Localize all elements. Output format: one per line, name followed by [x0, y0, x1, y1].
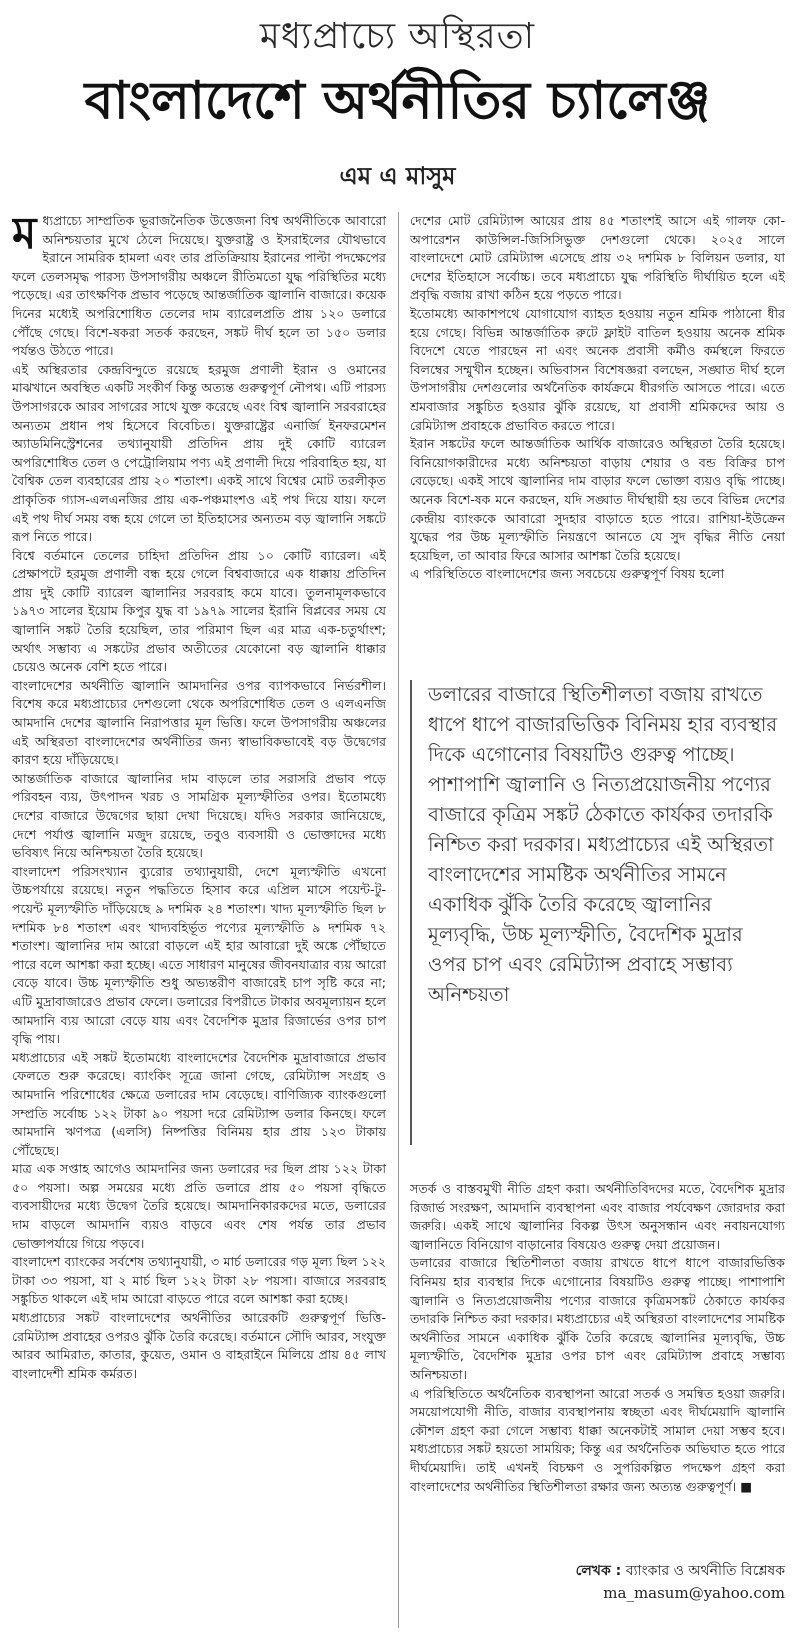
paragraph: আন্তর্জাতিক বাজারে জ্বালানির দাম বাড়লে তার সরাসরি প্রভাব পড়ে পরিবহন ব্যয়, উৎপাদন খরচ ও সামগ্রিক মূল্যস্ফীতির ওপর। ইতোমধ্যে দেশের বাজারে উদ্বেগের ছায়া দেখা দিয়েছে। যদিও সরকার জানিয়েছে, দেশে পর্যাপ্ত জ্বালানি মজুদ রয়েছে, তবুও ব্যবসায়ী ও ভোক্তাদের মধ্যে ভবিষ্যৎ নিয়ে অনিশ্চয়তা তৈরি হয়েছে।: [12, 770, 386, 861]
article-byline: এম এ মাসুম: [339, 162, 456, 190]
paragraph: মধ্যপ্রাচ্যের এই সঙ্কট ইতোমধ্যে বাংলাদেশের বৈদেশিক মুদ্রাবাজারে প্রভাব ফেলতে শুরু করেছে। ব্যাংকিং সূত্রে জানা গেছে, রেমিট্যান্স সংগ্রহ ও আমদানি পরিশোধের ক্ষেত্রে ডলারের দাম বেড়েছে। বাণিজ্যিক ব্যাংকগুলো সম্প্রতি সর্বোচ্চ ১২২ টাকা ৯০ পয়সা দরে রেমিট্যান্স ডলার কিনছে। ফলে আমদানি ঋণপত্র (এলসি) নিষ্পত্তির বিনিময় হার প্রায় ১২৩ টাকায় পৌঁছেছে।: [12, 1049, 386, 1158]
paragraph: মধ্যপ্রাচ্যের সঙ্কট বাংলাদেশের অর্থনীতির আরেকটি গুরুত্বপূর্ণ ভিত্তি- রেমিট্যান্স প্রবাহের ওপরও ঝুঁকি তৈরি করেছে। বর্তমানে সৌদি আরব, সংযুক্ত আরব আমিরাত, কাতার, কুয়েত, ওমান ও বাহরাইনে মিলিয়ে প্রায় ৪৫ লাখ বাংলাদেশী শ্রমিক কর্মরত।: [12, 1310, 386, 1381]
paragraph: এই অস্থিরতার কেন্দ্রবিন্দুতে রয়েছে হরমুজ প্রণালী ইরান ও ওমানের মাঝখানে অবস্থিত একটি সংকীর্ণ কিন্তু অত্যন্ত গুরুত্বপূর্ণ নৌপথ। এটি পারস্য উপসাগরকে আরব সাগরের সাথে যুক্ত করেছে এবং বিশ্ব জ্বালানি সরবরাহের অন্যতম প্রধান পথ হিসেবে বিবেচিত। যুক্তরাষ্ট্রের এনার্জি ইনফরমেশন অ্যাডমিনিস্ট্রেশনের তথ্যানুযায়ী প্রতিদিন প্রায় দুই কোটি ব্যারেল অপরিশোধিত তেল ও পেট্রোলিয়াম পণ্য এই প্রণালী দিয়ে পরিবাহিত হয়, যা বৈশ্বিক তেল ব্যবহারের প্রায় ২০ শতাংশ। একই সাথে বিশ্বের মোট তরলীকৃত প্রাকৃতিক গ্যাস-এলএনজির প্রায় এক-পঞ্চমাংশও এই পথ দিয়ে যায়। ফলে এই পথ দীর্ঘ সময় বন্ধ হয়ে গেলে তা ইতিহাসের অন্যতম বড় জ্বালানি সঙ্কটে রূপ নিতে পারে।: [12, 361, 386, 545]
right-column-top: [410, 212, 785, 662]
author-role: ব্যাংকার ও অর্থনীতি বিশ্লেষক: [625, 1563, 785, 1579]
right-column-bottom: [410, 1180, 785, 1550]
paragraph: বিশ্বে বর্তমানে তেলের চাহিদা প্রতিদিন প্রায় ১০ কোটি ব্যারেল। এই প্রেক্ষাপটে হরমুজ প্রণালী বন্ধ হয়ে গেলে বিশ্ববাজারে এক ধাক্কায় প্রতিদিন প্রায় দুই কোটি ব্যারেল জ্বালানির সরবরাহ কমে যাবে। তুলনামূলকভাবে ১৯৭৩ সালের ইয়োম কিপুর যুদ্ধ বা ১৯৭৯ সালের ইরানি বিপ্লবের সময় যে জ্বালানি সঙ্কট তৈরি হয়েছিল, তার পরিমাণ ছিল এর মাত্র এক-চতুর্থাংশ; অর্থাৎ সম্ভাব্য এ সঙ্কটের প্রভাব অতীতের যেকোনো বড় জ্বালানি ধাক্কার চেয়েও অনেক বেশি হতে পারে।: [12, 547, 386, 675]
paragraph: ডলারের বাজারে স্থিতিশীলতা বজায় রাখতে ধাপে ধাপে বাজারভিত্তিক বিনিময় হার ব্যবস্থার দিকে এগোনোর বিষয়টিও গুরুত্ব পাচ্ছে। পাশাপাশি জ্বালানি ও নিত্যপ্রয়োজনীয় পণ্যের বাজারে কৃত্রিমসঙ্কট ঠেকাতে কার্যকর তদারকি নিশ্চিত করা দরকার। মধ্যপ্রাচ্যের এই অস্থিরতা বাংলাদেশের সামষ্টিক অর্থনীতির সামনে একাধিক ঝুঁকি তৈরি করেছে জ্বালানির মূল্যবৃদ্ধি, উচ্চ মূল্যস্ফীতি, বৈদেশিক মুদ্রার ওপর চাপ এবং রেমিট্যান্স প্রবাহে সম্ভাব্য অনিশ্চয়তা।: [410, 1255, 785, 1382]
author-email[interactable]: ma_masum@yahoo.com: [603, 1584, 785, 1602]
paragraph: [12, 212, 386, 361]
paragraph: সতর্ক ও বাস্তবমুখী নীতি গ্রহণ করা। অর্থনীতিবিদদের মতে, বৈদেশিক মুদ্রার রিজার্ভ সংরক্ষণ, আমদানি ব্যবস্থাপনা এবং বাজার পর্যবেক্ষণ জোরদার করা জরুরি। একই সাথে জ্বালানির বিকল্প উৎস অনুসন্ধান এবং নবায়নযোগ্য জ্বালানিতে বিনিয়োগ বাড়ানোর বিষয়েও গুরুত্ব দেয়া প্রয়োজন।: [410, 1181, 785, 1252]
column-divider: [398, 212, 399, 1628]
left-column: [12, 212, 386, 1628]
paragraph: বাংলাদেশের অর্থনীতি জ্বালানি আমদানির ওপর ব্যাপকভাবে নির্ভরশীল। বিশেষ করে মধ্যপ্রাচ্যের দেশগুলো থেকে অপরিশোধিত তেল ও এলএনজি আমদানি দেশের জ্বালানি নিরাপত্তার মূল ভিত্তি। ফলে উপসাগরীয় অঞ্চলের এই অস্থিরতা বাংলাদেশের অর্থনীতির জন্য স্বাভাবিকভাবেই বড় উদ্বেগের কারণ হয়ে দাঁড়িয়েছে।: [12, 677, 386, 768]
pull-quote: ডলারের বাজারে স্থিতিশীলতা বজায় রাখতে ধাপে ধাপে বাজারভিত্তিক বিনিময় হার ব্যবস্থার দিকে এগোনোর বিষয়টিও গুরুত্ব পাচ্ছে। পাশাপাশি জ্বালানি ও নিত্যপ্রয়োজনীয় পণ্যের বাজারে কৃত্রিম সঙ্কট ঠেকাতে কার্যকর তদারকি নিশ্চিত করা দরকার। মধ্যপ্রাচ্যের এই অস্থিরতা বাংলাদেশের সামষ্টিক অর্থনীতির সামনে একাধিক ঝুঁকি তৈরি করেছে জ্বালানির মূল্যবৃদ্ধি, উচ্চ মূল্যস্ফীতি, বৈদেশিক মুদ্রার ওপর চাপ এবং রেমিট্যান্স প্রবাহে সম্ভাব্য অনিশ্চয়তা: [410, 680, 785, 1145]
paragraph: ইতোমধ্যে আকাশপথে যোগাযোগ ব্যাহত হওয়ায় নতুন শ্রমিক পাঠানো ধীর হয়ে গেছে। বিভিন্ন আন্তর্জাতিক রুটে ফ্লাইট বাতিল হওয়ায় অনেক শ্রমিক বিদেশে যেতে পারছেন না এবং অনেক প্রবাসী কর্মীও কর্মস্থলে ফিরতে বিলম্বের সম্মুখীন হচ্ছেন। অভিবাসন বিশেষজ্ঞরা বলছেন, সঙ্ঘাত দীর্ঘ হলে উপসাগরীয় দেশগুলোর অর্থনৈতিক কার্যক্রমে ধীরগতি আসতে পারে। এতে শ্রমবাজার সঙ্কুচিত হওয়ার ঝুঁকি রয়েছে, যা প্রবাসী শ্রমিকদের আয় ও রেমিট্যান্স প্রবাহকে প্রভাবিত করতে পারে।: [410, 305, 785, 433]
paragraph: বাংলাদেশ পরিসংখ্যান ব্যুরোর তথ্যানুযায়ী, দেশে মূল্যস্ফীতি এখনো উচ্চপর্যায়ে রয়েছে। নতুন পদ্ধতিতে হিসাব করে এপ্রিল মাসে পয়েন্ট-টু-পয়েন্ট মূল্যস্ফীতি দাঁড়িয়েছে ৯ দশমিক ২৪ শতাংশ। খাদ্য মূল্যস্ফীতি ছিল ৮ দশমিক ৮৪ শতাংশ এবং খাদ্যবহির্ভূত পণ্যের মূল্যস্ফীতি ৯ দশমিক ৭২ শতাংশ। জ্বালানির দাম আরো বাড়লে এই হার আবারো দুই অঙ্কে পৌঁছাতে পারে বলে আশঙ্কা করা হচ্ছে। এতে সাধারণ মানুষের জীবনযাত্রার ব্যয় আরো বেড়ে যাবে। উচ্চ মূল্যস্ফীতি শুধু অভ্যন্তরীণ বাজারেই চাপ সৃষ্টি করে না; এটি মুদ্রাবাজারেও প্রভাব ফেলে। ডলারের বিপরীতে টাকার অবমূল্যায়ন হলে আমদানি ব্যয় আরো বেড়ে যায় এবং বৈদেশিক মুদ্রার রিজার্ভের ওপর চাপ বৃদ্ধি পায়।: [12, 863, 386, 1047]
paragraph: ইরান সঙ্কটের ফলে আন্তর্জাতিক আর্থিক বাজারেও অস্থিরতা তৈরি হয়েছে। বিনিয়োগকারীদের মধ্যে অনিশ্চয়তা বাড়ায় শেয়ার ও বন্ড বিক্রির চাপ বেড়েছে। একই সাথে জ্বালানির দাম বাড়ার ফলে ভোক্তা ব্যয়ও বৃদ্ধি পাচ্ছে। অনেক বিশে-ষক মনে করছেন, যদি সঙ্ঘাত দীর্ঘস্থায়ী হয় তবে বিভিন্ন দেশের কেন্দ্রীয় ব্যাংককে আবারো সুদহার বাড়াতে হতে পারে। রাশিয়া-ইউক্রেন যুদ্ধের পর উচ্চ মূল্যস্ফীতি নিয়ন্ত্রণে আনতে যে সুদ বৃদ্ধির নীতি নেয়া হয়েছিল, তা আবার ফিরে আসার আশঙ্কা তৈরি হয়েছে।: [410, 436, 785, 563]
author-label: লেখক :: [575, 1563, 622, 1579]
paragraph: মাত্র এক সপ্তাহ আগেও আমদানির জন্য ডলারের দর ছিল প্রায় ১২২ টাকা ৫০ পয়সা। অল্প সময়ের মধ্যে প্রতি ডলারে প্রায় ৫০ পয়সা বৃদ্ধিতে ব্যবসায়ীদের মধ্যে উদ্বেগ তৈরি হয়েছে। আমদানিকারকদের মতে, ডলারের দাম বাড়লে আমদানি ব্যয়ও বাড়বে এবং শেষ পর্যন্ত তার প্রভাব ভোক্তাপর্যায়ে গিয়ে পড়বে।: [12, 1161, 386, 1251]
drop-cap: ম: [12, 212, 37, 259]
paragraph: দেশের মোট রেমিট্যান্স আয়ের প্রায় ৪৫ শতাংশই আসে এই গালফ কো-অপারেশন কাউন্সিল-জিসিসিভুক্ত দেশগুলো থেকে। ২০২৫ সালে বাংলাদেশে মোট রেমিট্যান্স এসেছে প্রায় ৩২ দশমিক ৮ বিলিয়ন ডলার, যা দেশের ইতিহাসে সর্বোচ্চ। তবে মধ্যপ্রাচ্যে যুদ্ধ পরিস্থিতি দীর্ঘায়িত হলে এই প্রবৃদ্ধি বজায় রাখা কঠিন হয়ে পড়তে পারে।: [410, 213, 785, 303]
paragraph: এ পরিস্থিতিতে অর্থনৈতিক ব্যবস্থাপনা আরো সতর্ক ও সমন্বিত হওয়া জরুরি। সময়োপযোগী নীতি, বাজার ব্যবস্থাপনায় স্বচ্ছতা এবং দীর্ঘমেয়াদি জ্বালানি কৌশল গ্রহণ করা গেলে সম্ভাব্য ধাক্কা অনেকটাই সামাল দেয়া সম্ভব হবে। মধ্যপ্রাচ্যের সঙ্কট হয়তো সাময়িক; কিন্তু এর অর্থনৈতিক অভিঘাত হতে পারে দীর্ঘমেয়াদি। তাই এখনই বিচক্ষণ ও সুপরিকল্পিত পদক্ষেপ গ্রহণ করা বাংলাদেশের অর্থনীতির স্থিতিশীলতা রক্ষার জন্য অত্যন্ত গুরুত্বপূর্ণ। ■: [410, 1385, 785, 1494]
article-headline: বাংলাদেশে অর্থনীতির চ্যালেঞ্জ: [84, 71, 711, 131]
paragraph-text: ধ্যপ্রাচ্যে সাম্প্রতিক ভূরাজনৈতিক উত্তেজনা বিশ্ব অর্থনীতিকে আবারো অনিশ্চয়তার মুখে ঠেলে দিয়েছে। যুক্তরাষ্ট্র ও ইসরাইলের যৌথভাবে ইরানে সামরিক হামলা এবং তার প্রতিক্রিয়ায় ইরানের পাল্টা পদক্ষেপের ফলে তেলসমৃদ্ধ পারস্য উপসাগরীয় অঞ্চলে রীতিমতো যুদ্ধ পরিস্থিতির মধ্যে পড়েছে। এর তাৎক্ষণিক প্রভাব পড়েছে আন্তর্জাতিক জ্বালানি বাজারে। কয়েক দিনের মধ্যেই অপরিশোধিত তেলের দাম ব্যারেলপ্রতি প্রায় ১২০ ডলারে পৌঁছে গেছে। বিশে-ষকরা সতর্ক করছেন, সঙ্কট দীর্ঘ হলে তা ১৫০ ডলার পর্যন্তও উঠতে পারে।: [12, 213, 386, 359]
paragraph: এ পরিস্থিতিতে বাংলাদেশের জন্য সবচেয়ে গুরুত্বপূর্ণ বিষয় হলো: [410, 566, 725, 582]
paragraph: বাংলাদেশ ব্যাংকের সর্বশেষ তথ্যানুযায়ী, ৩ মার্চ ডলারের গড় মূল্য ছিল ১২২ টাকা ৩৩ পয়সা, যা ২ মার্চ ছিল ১২২ টাকা ২৮ পয়সা। বাজারে সরবরাহ সঙ্কুচিত থাকলে এই দাম আরো বাড়তে পারে বলে আশঙ্কা করা হচ্ছে।: [12, 1254, 386, 1307]
author-signature: [410, 1560, 785, 1604]
article-kicker: মধ্যপ্রাচ্যে অস্থিরতা: [259, 16, 536, 57]
